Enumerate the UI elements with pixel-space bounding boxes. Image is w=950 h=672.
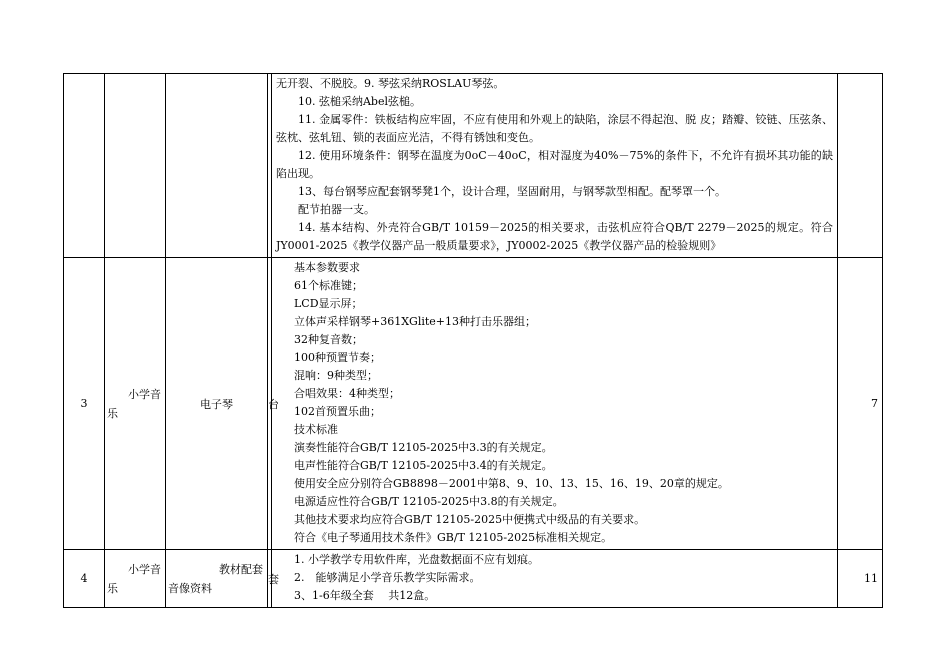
category-label-line1: 小学音 <box>128 562 161 576</box>
desc-line: 演奏性能符合GB/T 12105-2025中3.3的有关规定。 <box>294 441 553 454</box>
desc-line: 合唱效果：4种类型； <box>294 387 400 400</box>
desc-line: 立体声采样钢琴+361XGlite+13种打击乐器组； <box>294 315 537 328</box>
item-name: 电子琴 <box>166 258 268 550</box>
desc-line: 10. 弦槌采纳Abel弦槌。 <box>298 95 422 108</box>
desc-line: 电声性能符合GB/T 12105-2025中3.4的有关规定。 <box>294 459 553 472</box>
desc-line: 2. 能够满足小学音乐教学实际需求。 <box>294 571 481 584</box>
desc-line: 13、每台钢琴应配套钢琴凳1个，设计合理，坚固耐用，与钢琴款型相配。配琴罩一个。 <box>298 185 726 198</box>
desc-line: 14. 基本结构、外壳符合GB/T 10159－2025的相关要求，击弦机应符合QB/T 2279－2025的规定。符合JY0001-2025《教学仪器产品一般质量要求》，JY0002-2025《教学仪器产品的检验规则》 <box>276 221 833 252</box>
category-cell <box>105 74 166 258</box>
unit-label: 台 <box>268 397 279 411</box>
desc-line: 基本参数要求 <box>294 261 360 274</box>
desc-line: 符合《电子琴通用技术条件》GB/T 12105-2025标准相关规定。 <box>294 531 613 544</box>
spec-table <box>63 73 883 608</box>
description-cell <box>272 74 838 258</box>
table-row <box>64 550 883 608</box>
category-cell <box>105 550 166 608</box>
desc-line: 技术标准 <box>294 423 338 436</box>
desc-line: 其他技术要求均应符合GB/T 12105-2025中便携式中级品的有关要求。 <box>294 513 646 526</box>
desc-line: 混响：9种类型； <box>294 369 378 382</box>
category-label-line1: 小学音 <box>128 387 161 401</box>
category-label-line2: 乐 <box>107 406 118 420</box>
row-number: 4 <box>64 550 105 608</box>
desc-line: 使用安全应分别符合GB8898－2001中第8、9、10、13、15、16、19、20章的规定。 <box>294 477 729 490</box>
desc-line: 无开裂、不脱胶。9. 琴弦采纳ROSLAU琴弦。 <box>276 77 505 90</box>
qty-cell <box>838 74 883 258</box>
desc-line: 12. 使用环境条件：钢琴在温度为0oC－40oC，相对湿度为40%－75%的条件下，不允许有损坏其功能的缺陷出现。 <box>276 149 833 180</box>
item-name <box>166 550 268 608</box>
name-cell <box>166 74 268 258</box>
category-cell <box>105 258 166 550</box>
description-cell <box>272 550 838 608</box>
description-cell <box>272 258 838 550</box>
desc-line: 61个标准键； <box>294 279 363 292</box>
category-label-line2: 乐 <box>107 581 118 595</box>
table-row <box>64 74 883 258</box>
item-name-line1: 教材配套 <box>219 562 263 576</box>
desc-line: 100种预置节奏； <box>294 351 381 364</box>
item-name-line2: 音像资料 <box>168 581 212 595</box>
desc-line: LCD显示屏； <box>294 297 363 310</box>
table-row <box>64 258 883 550</box>
desc-line: 电源适应性符合GB/T 12105-2025中3.8的有关规定。 <box>294 495 564 508</box>
desc-line: 3、1-6年级全套 共12盒。 <box>294 589 436 602</box>
row-number: 3 <box>64 258 105 550</box>
unit-label: 套 <box>268 572 279 586</box>
quantity: 7 <box>838 258 883 550</box>
quantity: 11 <box>838 550 883 608</box>
desc-line: 102首预置乐曲； <box>294 405 381 418</box>
desc-line: 配节拍器一支。 <box>298 203 375 216</box>
no-cell <box>64 74 105 258</box>
desc-line: 11. 金属零件：铁板结构应牢固，不应有使用和外观上的缺陷，涂层不得起泡、脱 皮；踏瓣、铰链、压弦条、弦枕、弦轧钮、锁的表面应光洁，不得有锈蚀和变色。 <box>276 113 833 144</box>
desc-line: 1. 小学教学专用软件库，光盘数据面不应有划痕。 <box>294 553 539 566</box>
desc-line: 32种复音数； <box>294 333 363 346</box>
